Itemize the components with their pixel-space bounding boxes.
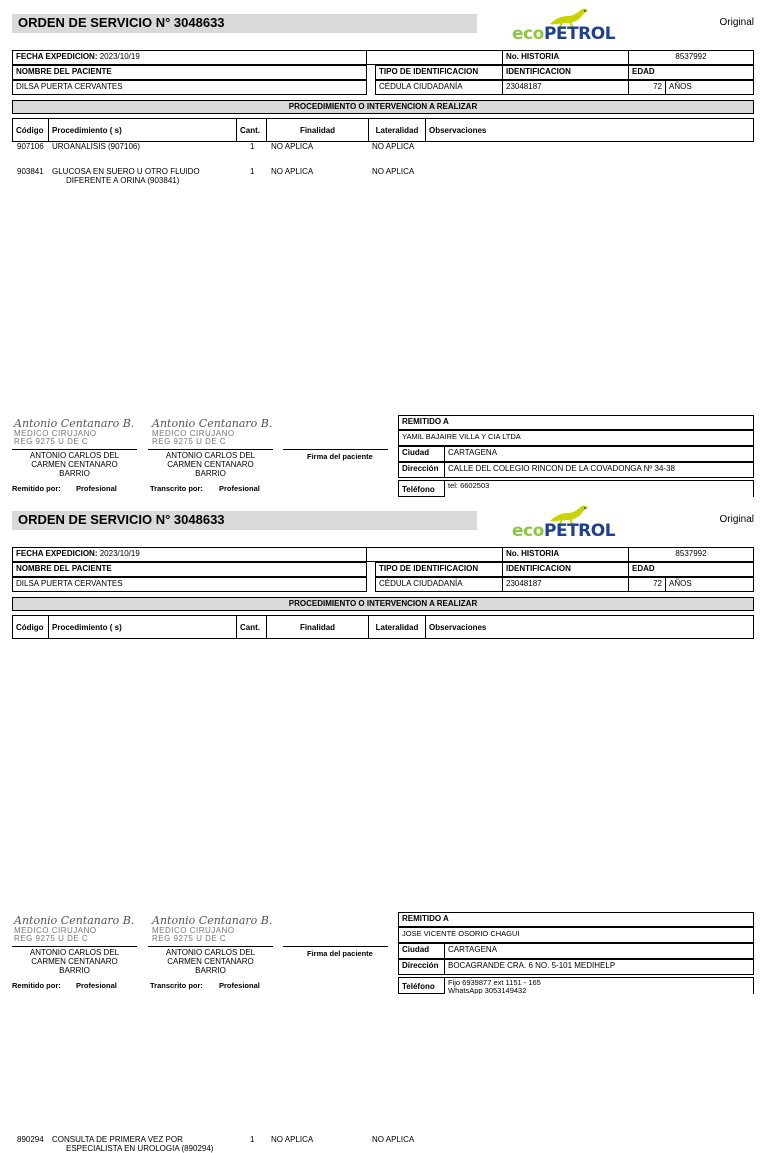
col-observaciones: Observaciones — [425, 118, 754, 142]
telefono-label: Teléfono — [398, 480, 445, 497]
col-lateralidad: Lateralidad — [368, 615, 426, 639]
paciente-label: NOMBRE DEL PACIENTE — [12, 562, 367, 577]
signature-line — [148, 449, 273, 450]
signature-transcrito — [152, 417, 280, 446]
procedure-description — [52, 142, 237, 151]
procedure-lateralidad: NO APLICA — [372, 167, 415, 176]
blank-cell — [366, 50, 503, 65]
service-order — [0, 0, 768, 497]
signature-stamp-line2: REG 9275 U DE C — [14, 437, 89, 446]
remitido-a-label: REMITIDO A — [398, 415, 754, 430]
col-lateralidad: Lateralidad — [368, 118, 426, 142]
name-line2: CARMEN CENTANARO — [31, 957, 118, 966]
direccion-value: CALLE DEL COLEGIO RINCON DE LA COVADONGA Nº 34-38 — [444, 462, 754, 478]
signature-stamp-line1: MEDICO CIRUJANO — [152, 429, 235, 438]
logo-eco-text: eco — [512, 24, 544, 44]
name-line3: BARRIO — [59, 966, 90, 975]
col-cant: Cant. — [236, 615, 267, 639]
signature-remitido — [14, 914, 142, 943]
tipo-id-value: CÉDULA CIUDADANÍA — [375, 80, 503, 95]
name-line1: ANTONIO CARLOS DEL — [29, 948, 120, 957]
col-procedimiento: Procedimiento ( s) — [48, 615, 237, 639]
signature-script: Antonio Centanaro B. — [152, 417, 273, 430]
firma-paciente-label: Firma del paciente — [307, 452, 373, 461]
procedimiento-header: PROCEDIMIENTO O INTERVENCION A REALIZAR — [12, 100, 754, 114]
order-title-bar — [12, 511, 477, 530]
col-cant: Cant. — [236, 118, 267, 142]
col-finalidad: Finalidad — [266, 118, 369, 142]
procedure-code: 890294 — [17, 1135, 44, 1144]
telefono-label: Teléfono — [398, 977, 445, 994]
name-line2: CARMEN CENTANARO — [167, 957, 254, 966]
copy-label: Original — [719, 514, 754, 525]
procedure-description — [52, 1135, 237, 1153]
signature-stamp-line1: MEDICO CIRUJANO — [14, 926, 97, 935]
procedure-lateralidad: NO APLICA — [372, 1135, 415, 1144]
ciudad-label: Ciudad — [398, 943, 445, 959]
fecha-label: FECHA EXPEDICION: — [16, 52, 98, 61]
col-finalidad: Finalidad — [266, 615, 369, 639]
ciudad-value: CARTAGENA — [444, 446, 754, 462]
patient-signature-line — [283, 946, 388, 947]
firma-paciente-label: Firma del paciente — [307, 949, 373, 958]
copy-label: Original — [719, 17, 754, 28]
service-order — [0, 497, 768, 1153]
signature-stamp-line1: MEDICO CIRUJANO — [152, 926, 235, 935]
edad-unit: AÑOS — [665, 577, 754, 592]
fecha-value: 2023/10/19 — [99, 52, 140, 61]
order-title: ORDEN DE SERVICIO N° 3048633 — [18, 15, 225, 30]
signature-script: Antonio Centanaro B. — [14, 417, 135, 430]
procedure-line2: ESPECIALISTA EN UROLOGIA (890294) — [66, 1144, 214, 1153]
name-line2: CARMEN CENTANARO — [167, 460, 254, 469]
telefono-line1: tel: 6602503 — [448, 481, 490, 490]
col-observaciones: Observaciones — [425, 615, 754, 639]
edad-label: EDAD — [628, 562, 754, 577]
signature-line — [148, 946, 273, 947]
patient-signature-line — [283, 449, 388, 450]
order-title-bar — [12, 14, 477, 33]
paciente-label: NOMBRE DEL PACIENTE — [12, 65, 367, 80]
blank-cell — [366, 547, 503, 562]
profesional-label: Profesional — [219, 484, 260, 493]
id-value: 23048187 — [502, 577, 629, 592]
remitido-a-entity: YAMIL BAJAIRE VILLA Y CIA LTDA — [398, 430, 754, 446]
remitido-por-label: Remitido por: — [12, 981, 61, 990]
name-line3: BARRIO — [195, 966, 226, 975]
signature-stamp-line2: REG 9275 U DE C — [152, 437, 227, 446]
fecha-expedicion — [12, 50, 367, 65]
telefono-line1: Fijo 6939877 ext 1151 - 165 — [448, 978, 541, 987]
procedure-finalidad: NO APLICA — [271, 142, 314, 151]
signature-line — [12, 946, 137, 947]
transcrito-por-label: Transcrito por: — [150, 981, 203, 990]
name-line1: ANTONIO CARLOS DEL — [29, 451, 120, 460]
edad-label: EDAD — [628, 65, 754, 80]
ciudad-label: Ciudad — [398, 446, 445, 462]
remitido-a-label: REMITIDO A — [398, 912, 754, 927]
order-title: ORDEN DE SERVICIO N° 3048633 — [18, 512, 225, 527]
profesional-label: Profesional — [76, 484, 117, 493]
historia-value: 8537992 — [628, 547, 754, 562]
signature-stamp-line2: REG 9275 U DE C — [14, 934, 89, 943]
telefono-value — [444, 977, 754, 994]
procedure-quantity: 1 — [250, 1135, 255, 1144]
col-procedimiento: Procedimiento ( s) — [48, 118, 237, 142]
logo-petrol-text: PETROL — [544, 24, 616, 44]
remitido-a-entity: JOSE VICENTE OSORIO CHAGUI — [398, 927, 754, 943]
procedure-finalidad: NO APLICA — [271, 167, 314, 176]
paciente-value: DILSA PUERTA CERVANTES — [12, 577, 367, 592]
signature-transcrito — [152, 914, 280, 943]
procedure-code: 907106 — [17, 142, 44, 151]
procedure-description — [52, 167, 237, 185]
edad-value: 72 — [628, 577, 666, 592]
signature-stamp-line1: MEDICO CIRUJANO — [14, 429, 97, 438]
procedure-line2: DIFERENTE A ORINA (903841) — [66, 176, 180, 185]
historia-label: No. HISTORIA — [502, 50, 629, 65]
transcrito-name — [148, 451, 273, 478]
col-codigo: Código — [12, 615, 49, 639]
direccion-label: Dirección — [398, 959, 445, 975]
procedure-quantity: 1 — [250, 142, 255, 151]
name-line3: BARRIO — [195, 469, 226, 478]
remitido-por-label: Remitido por: — [12, 484, 61, 493]
procedure-line1: GLUCOSA EN SUERO U OTRO FLUIDO — [52, 167, 200, 176]
profesional-label: Profesional — [219, 981, 260, 990]
procedure-finalidad: NO APLICA — [271, 1135, 314, 1144]
edad-value: 72 — [628, 80, 666, 95]
id-value: 23048187 — [502, 80, 629, 95]
historia-label: No. HISTORIA — [502, 547, 629, 562]
name-line1: ANTONIO CARLOS DEL — [165, 451, 256, 460]
telefono-value — [444, 480, 754, 497]
name-line1: ANTONIO CARLOS DEL — [165, 948, 256, 957]
ecopetrol-logo — [512, 503, 616, 541]
signature-line — [12, 449, 137, 450]
transcrito-por-label: Transcrito por: — [150, 484, 203, 493]
col-codigo: Código — [12, 118, 49, 142]
name-line3: BARRIO — [59, 469, 90, 478]
logo-eco-text: eco — [512, 521, 544, 541]
id-label: IDENTIFICACION — [502, 65, 629, 80]
transcrito-name — [148, 948, 273, 975]
fecha-label: FECHA EXPEDICION: — [16, 549, 98, 558]
signature-stamp-line2: REG 9275 U DE C — [152, 934, 227, 943]
direccion-value: BOCAGRANDE CRA. 6 NO. 5-101 MEDIHELP — [444, 959, 754, 975]
name-line2: CARMEN CENTANARO — [31, 460, 118, 469]
signature-remitido — [14, 417, 142, 446]
ecopetrol-logo — [512, 6, 616, 44]
paciente-value: DILSA PUERTA CERVANTES — [12, 80, 367, 95]
tipo-id-label: TIPO DE IDENTIFICACION — [375, 65, 503, 80]
procedure-lateralidad: NO APLICA — [372, 142, 415, 151]
ciudad-value: CARTAGENA — [444, 943, 754, 959]
edad-unit: AÑOS — [665, 80, 754, 95]
signature-script: Antonio Centanaro B. — [152, 914, 273, 927]
tipo-id-label: TIPO DE IDENTIFICACION — [375, 562, 503, 577]
procedimiento-header: PROCEDIMIENTO O INTERVENCION A REALIZAR — [12, 597, 754, 611]
tipo-id-value: CÉDULA CIUDADANÍA — [375, 577, 503, 592]
signature-script: Antonio Centanaro B. — [14, 914, 135, 927]
remitido-name — [12, 948, 137, 975]
id-label: IDENTIFICACION — [502, 562, 629, 577]
direccion-label: Dirección — [398, 462, 445, 478]
procedure-line1: CONSULTA DE PRIMERA VEZ POR — [52, 1135, 183, 1144]
procedure-code: 903841 — [17, 167, 44, 176]
fecha-value: 2023/10/19 — [99, 549, 140, 558]
procedure-line1: UROANALISIS (907106) — [52, 142, 141, 151]
telefono-line2: WhatsApp 3053149432 — [448, 986, 527, 994]
procedure-quantity: 1 — [250, 167, 255, 176]
historia-value: 8537992 — [628, 50, 754, 65]
logo-petrol-text: PETROL — [544, 521, 616, 541]
remitido-name — [12, 451, 137, 478]
fecha-expedicion — [12, 547, 367, 562]
profesional-label: Profesional — [76, 981, 117, 990]
